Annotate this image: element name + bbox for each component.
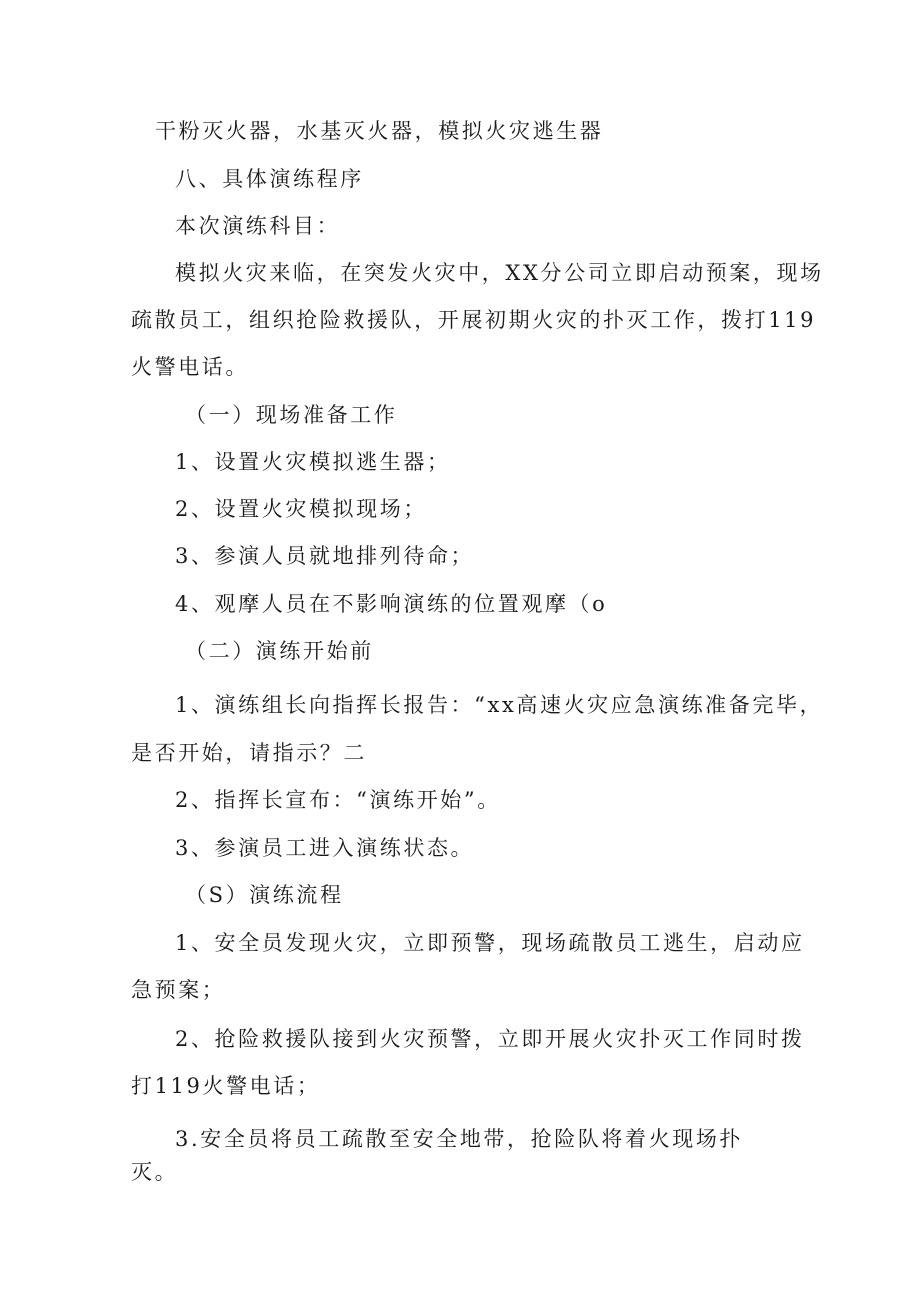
list-item: 4、观摩人员在不影响演练的位置观摩（o bbox=[175, 592, 608, 616]
list-item: 2、设置火灾模拟现场； bbox=[175, 497, 427, 521]
section-heading: 八、具体演练程序 bbox=[175, 167, 364, 191]
subsection-heading: （S）演练流程 bbox=[185, 883, 344, 907]
text-line: 急预案； bbox=[131, 978, 226, 1002]
list-item: 2、抢险救援队接到火灾预警，立即开展火灾扑灭工作同时拨 bbox=[175, 1027, 805, 1051]
list-item: 1、安全员发现火灾，立即预警，现场疏散员工逃生，启动应 bbox=[175, 931, 805, 955]
text-line: 本次演练科目： bbox=[175, 214, 341, 238]
text-line: 灭。 bbox=[131, 1160, 179, 1184]
text-line: 是否开始，请指示？二 bbox=[131, 741, 367, 765]
subsection-heading: （一）现场准备工作 bbox=[185, 403, 398, 427]
list-item: 2、指挥长宣布：“演练开始”。 bbox=[175, 788, 501, 812]
text-line: 火警电话。 bbox=[131, 355, 249, 379]
text-line: 干粉灭火器，水基灭火器，模拟火灾逃生器 bbox=[155, 119, 604, 143]
list-item: 3.安全员将员工疏散至安全地带，抢险队将着火现场扑 bbox=[175, 1127, 744, 1151]
list-item: 1、设置火灾模拟逃生器； bbox=[175, 450, 451, 474]
list-item: 3、参演人员就地排列待命； bbox=[175, 544, 475, 568]
text-line: 疏散员工，组织抢险救援队，开展初期火灾的扑灭工作，拨打119 bbox=[131, 308, 817, 332]
list-item: 1、演练组长向指挥长报告：“xx高速火灾应急演练准备完毕， bbox=[175, 693, 824, 717]
text-line: 模拟火灾来临，在突发火灾中，XX分公司立即启动预案，现场 bbox=[175, 261, 824, 285]
subsection-heading: （二）演练开始前 bbox=[185, 639, 374, 663]
text-line: 打119火警电话； bbox=[131, 1074, 321, 1098]
list-item: 3、参演员工进入演练状态。 bbox=[175, 836, 475, 860]
